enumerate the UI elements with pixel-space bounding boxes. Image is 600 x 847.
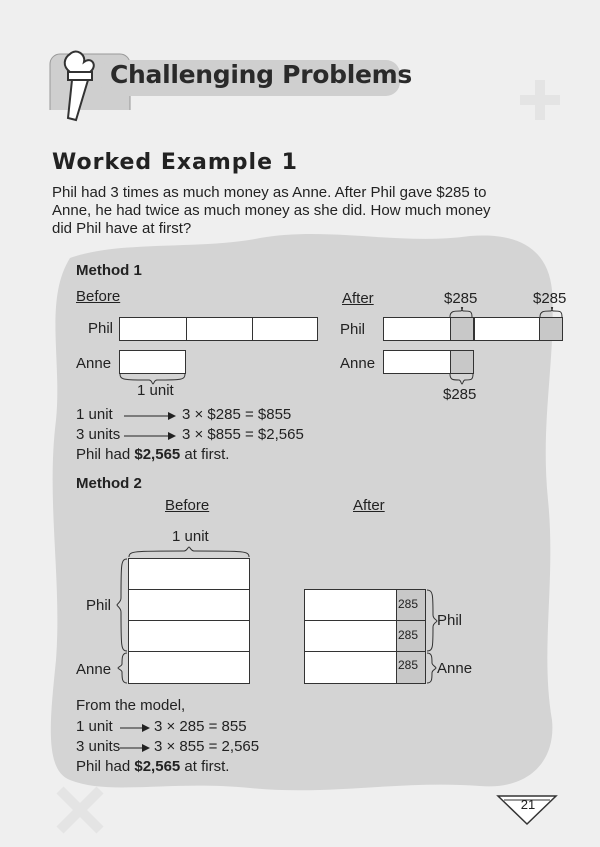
method1-bottom-brace [449, 374, 479, 386]
method2-unit-brace [128, 546, 252, 558]
method2-before-unit-2 [128, 589, 250, 621]
method2-box-value-1: 285 [398, 597, 419, 611]
problem-line: Anne, he had twice as much money as she did. How much money [52, 202, 491, 219]
method2-step2-right: 3 × 855 = 2,565 [154, 738, 260, 755]
method1-phil-after-label: Phil [340, 321, 366, 338]
problem-line: did Phil have at first? [52, 220, 192, 237]
method2-step2-left: 3 units [76, 738, 121, 755]
method1-amount-top-left: $285 [444, 290, 478, 307]
arrow-icon [120, 723, 152, 733]
method1-anne-before-label: Anne [76, 355, 112, 372]
arrow-icon [124, 431, 178, 441]
conclusion-prefix: Phil had [76, 446, 135, 463]
method1-unit-label: 1 unit [137, 382, 174, 399]
method1-anne-after-bar [383, 350, 474, 374]
method1-anne-after-label: Anne [340, 355, 376, 372]
worked-example-title: Worked Example 1 [52, 150, 298, 175]
method1-step2-left: 3 units [76, 426, 121, 443]
method2-before-label: Before [165, 497, 210, 514]
conclusion-suffix: at first. [180, 446, 230, 463]
method2-phil-after-label: Phil [437, 612, 463, 629]
method2-after-label: After [353, 497, 385, 514]
torch-icon [58, 48, 108, 124]
method1-anne-before-bar [119, 350, 186, 374]
method2-box-value-3: 285 [398, 658, 419, 672]
method1-after-label: After [342, 290, 374, 307]
method1-phil-before-bar [119, 317, 318, 341]
conclusion-prefix: Phil had [76, 758, 135, 775]
method2-step1-right: 3 × 285 = 855 [154, 718, 247, 735]
method1-phil-after-bar [383, 317, 563, 341]
conclusion-value: $2,565 [134, 758, 181, 775]
page-number: 21 [520, 797, 536, 812]
method2-step1-left: 1 unit [76, 718, 113, 735]
method1-step1-left: 1 unit [76, 406, 113, 423]
conclusion-value: $2,565 [134, 446, 181, 463]
method2-conclusion [76, 758, 229, 775]
method2-anne-label: Anne [76, 661, 112, 678]
arrow-icon [120, 743, 152, 753]
problem-statement [52, 184, 552, 238]
method1-before-label: Before [76, 288, 121, 305]
method1-amount-top-right: $285 [533, 290, 567, 307]
method2-phil-label: Phil [86, 597, 112, 614]
method1-step1-right: 3 × $285 = $855 [182, 406, 292, 423]
method2-model-intro: From the model, [76, 697, 186, 714]
method2-unit-label: 1 unit [172, 528, 209, 545]
method1-step2-right: 3 × $855 = $2,565 [182, 426, 304, 443]
method2-before-unit-3 [128, 620, 250, 652]
method1-title: Method 1 [76, 262, 142, 279]
conclusion-suffix: at first. [180, 758, 230, 775]
section-title: Challenging Problems [110, 60, 412, 89]
method1-amount-bottom: $285 [443, 386, 477, 403]
method2-box-value-2: 285 [398, 628, 419, 642]
method2-anne-after-label: Anne [437, 660, 473, 677]
method1-conclusion [76, 446, 229, 463]
method2-before-unit-4 [128, 651, 250, 684]
method2-before-unit-1 [128, 558, 250, 590]
arrow-icon [124, 411, 178, 421]
problem-line: Phil had 3 times as much money as Anne. After Phil gave $285 to [52, 184, 487, 201]
method2-title: Method 2 [76, 475, 142, 492]
method2-before-braces [116, 558, 128, 686]
method1-phil-before-label: Phil [88, 320, 114, 337]
